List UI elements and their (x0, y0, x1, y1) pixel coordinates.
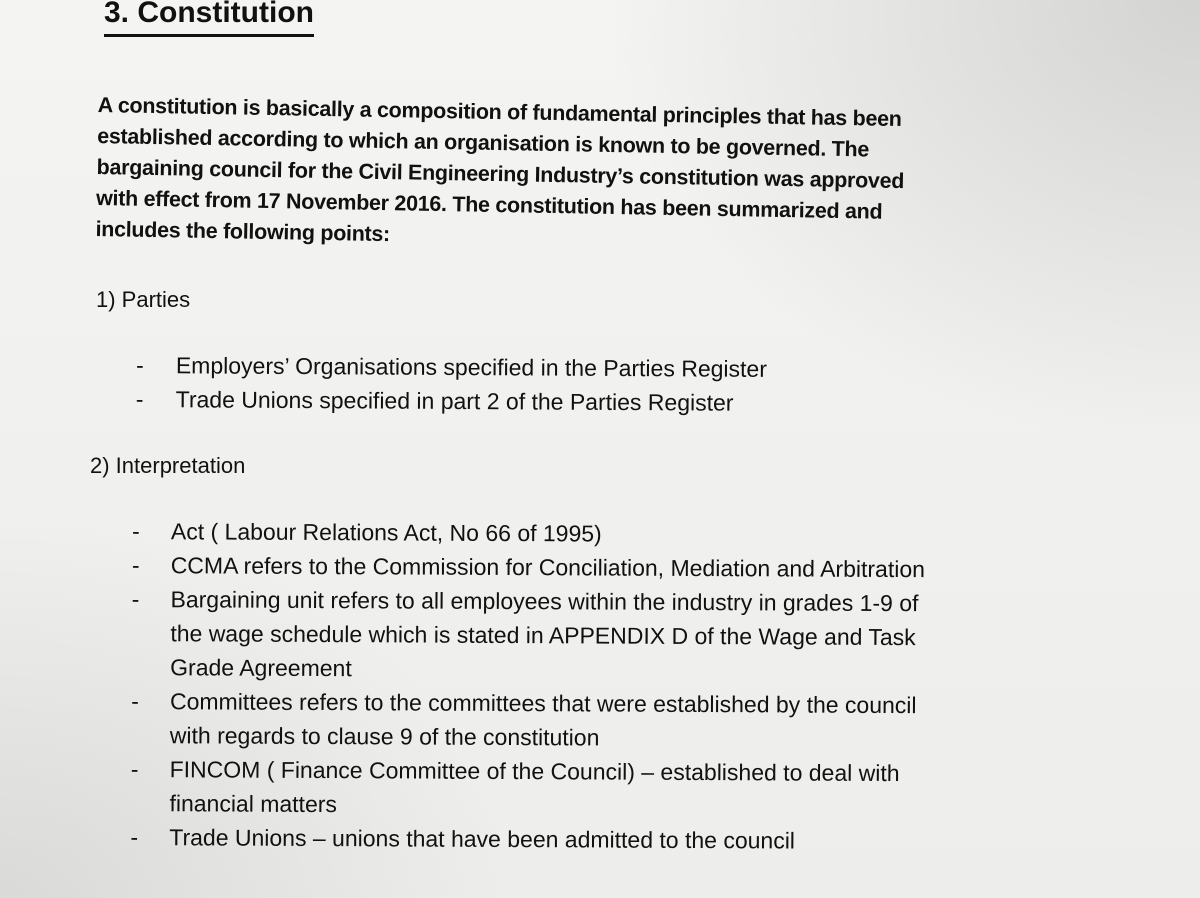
bullet-dash: - (130, 824, 139, 851)
list-item-text: the wage schedule which is stated in APPENDIX D of the Wage and Task (170, 620, 916, 651)
list-item (126, 514, 925, 552)
list-item-text: Employers’ Organisations specified in the Parties Register (175, 352, 767, 382)
intro-line: A constitution is basically a composition of fundamental principles that has been (97, 92, 902, 132)
list-item (130, 348, 767, 386)
list-item (130, 382, 767, 420)
list-item-text: FINCOM ( Finance Committee of the Council) – established to deal with (169, 756, 900, 787)
list-item-text: Act ( Labour Relations Act, No 66 of 1995) (170, 518, 602, 547)
parties-title: 1) Parties (96, 287, 191, 312)
bullet-dash: - (130, 756, 139, 783)
intro-line: bargaining council for the Civil Engineering Industry’s constitution was approved (96, 154, 905, 194)
list-item-text: financial matters (169, 790, 338, 818)
intro-line: includes the following points: (95, 216, 391, 247)
list-item (125, 684, 925, 756)
bullet-dash: - (135, 386, 144, 413)
list-item-text: Bargaining unit refers to all employees within the industry in grades 1-9 of (170, 586, 919, 617)
bullet-dash: - (131, 518, 140, 545)
interpretation-title: 2) Interpretation (90, 453, 246, 478)
parties-list (130, 348, 767, 420)
interpretation-list (124, 514, 925, 858)
bullet-dash: - (131, 688, 139, 715)
list-item-text: Trade Unions – unions that have been admitted to the council (169, 824, 796, 854)
intro-line: established according to which an organisation is known to be governed. The (96, 123, 870, 162)
section-heading: 3. Constitution (104, 0, 314, 37)
bullet-dash: - (131, 552, 140, 579)
list-item (126, 548, 925, 586)
list-item-text: Trade Unions specified in part 2 of the Parties Register (175, 386, 734, 416)
list-item-text: Committees refers to the committees that were established by the council (169, 688, 917, 719)
list-item-text: with regards to clause 9 of the constitution (169, 722, 600, 751)
bullet-dash: - (131, 586, 140, 613)
intro-paragraph (95, 90, 1108, 263)
list-item (125, 582, 925, 688)
list-item (124, 820, 923, 858)
list-item-text: CCMA refers to the Commission for Conciliation, Mediation and Arbitration (170, 552, 926, 583)
list-item-text: Grade Agreement (170, 654, 352, 682)
list-item (124, 752, 924, 824)
intro-line: with effect from 17 November 2016. The constitution has been summarized and (95, 185, 883, 224)
bullet-dash: - (135, 352, 144, 379)
